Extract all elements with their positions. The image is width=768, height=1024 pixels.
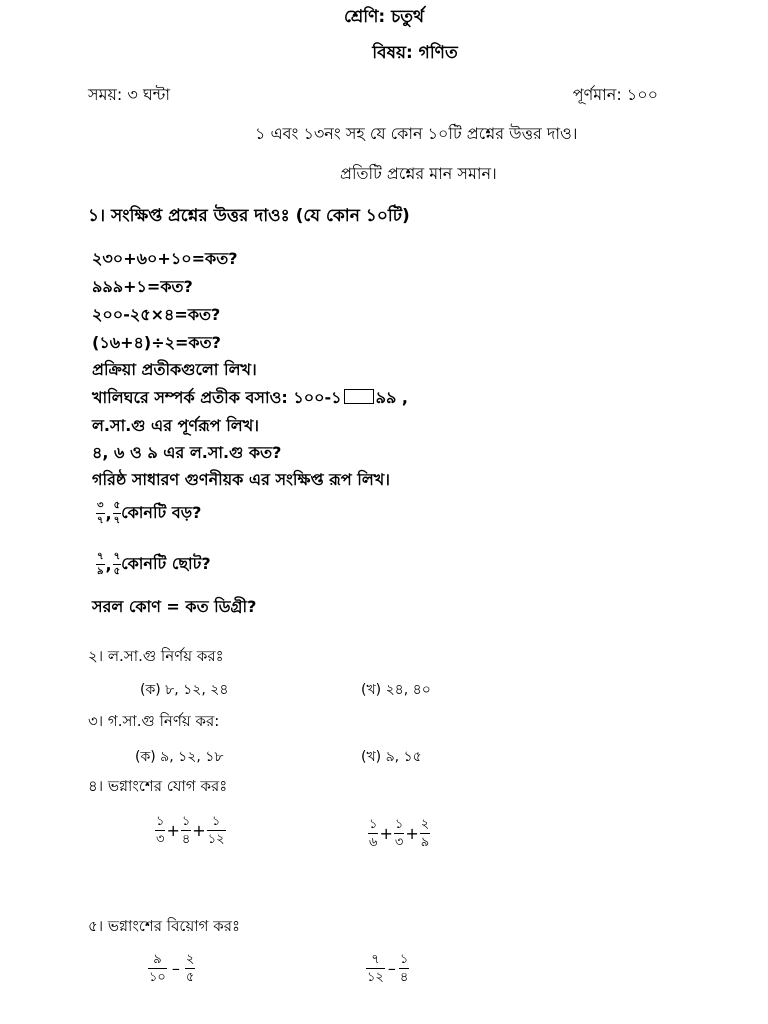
q5-expression-b: $\frac{৭}{১২}$ – $\frac{১}{৪}$ [367, 952, 409, 985]
fraction: $\frac{২}{৫}$ [185, 952, 195, 985]
q1-item-3: ২০০-২৫×৪=কত? [92, 305, 221, 324]
fraction: $\frac{১}{৪}$ [181, 814, 191, 847]
full-marks-label: পূর্ণমান: ১০০ [572, 85, 658, 104]
instruction-line-2: প্রতিটি প্রশ্নের মান সমান। [340, 164, 497, 183]
time-label: সময়: ৩ ঘন্টা [88, 85, 170, 104]
q5-title: ৫। ভগ্নাংশের বিয়োগ করঃ [88, 917, 240, 935]
q3-title: ৩। গ.সা.গু নির্ণয় কর: [88, 712, 220, 730]
q3-part-a: (ক) ৯, ১২, ১৮ [135, 749, 224, 765]
q2-part-b: (খ) ২৪, ৪০ [361, 682, 431, 698]
fraction: $\frac{৭}{৫}$ [113, 551, 121, 577]
fraction: $\frac{৯}{১০}$ [149, 952, 166, 985]
q1-item-7: ল.সা.গু এর পূর্ণরূপ লিখ। [92, 416, 259, 435]
fraction: $\frac{১}{৩}$ [156, 814, 165, 847]
q1-item-2: ৯৯৯+১=কত? [92, 277, 193, 296]
q1-item-4: (১৬+৪)÷২=কত? [92, 333, 221, 352]
fraction: $\frac{১}{১২}$ [207, 814, 225, 847]
q4-title: ৪। ভগ্নাংশের যোগ করঃ [88, 777, 228, 795]
fraction: $\frac{১}{৬}$ [369, 817, 378, 850]
fraction: $\frac{৭}{৯}$ [97, 551, 104, 577]
q2-title: ২। ল.সা.গু নির্ণয় করঃ [88, 647, 224, 665]
q4-expression-a: $\frac{১}{৩}$ + $\frac{১}{৪}$ + $\frac{১}{১২}$ [156, 814, 225, 847]
q1-item-9: গরিষ্ঠ সাধারণ গুণনীয়ক এর সংক্ষিপ্ত রূপ লিখ। [92, 470, 390, 489]
q1-box-prefix: খালিঘরে সম্পর্ক প্রতীক বসাও: ১০০-১ [92, 388, 342, 407]
fraction: $\frac{৫}{৭}$ [113, 500, 121, 526]
q1-item-1: ২৩০+৬০+১০=কত? [92, 249, 238, 268]
instruction-line-1: ১ এবং ১৩নং সহ যে কোন ১০টি প্রশ্নের উত্তর দাও। [255, 124, 578, 143]
q1-item-5: প্রক্রিয়া প্রতীকগুলো লিখ। [92, 360, 257, 379]
q1-title: ১। সংক্ষিপ্ত প্রশ্নের উত্তর দাওঃ (যে কোন ১০টি) [88, 206, 410, 226]
blank-box [344, 389, 374, 404]
fraction: $\frac{৭}{১২}$ [367, 952, 384, 985]
fraction: $\frac{১}{৪}$ [399, 952, 409, 985]
q4-expression-b: $\frac{১}{৬}$ + $\frac{১}{৩}$ + $\frac{২}{৯}$ [369, 817, 430, 850]
fraction: $\frac{১}{৩}$ [394, 817, 404, 850]
q3-part-b: (খ) ৯, ১৫ [361, 749, 422, 765]
q1-box-suffix: ৯৯ , [375, 388, 408, 407]
fraction: $\frac{২}{৯}$ [420, 817, 430, 850]
class-line: শ্রেণি: চতুর্থ [343, 7, 425, 27]
q5-expression-a: $\frac{৯}{১০}$ – $\frac{২}{৫}$ [149, 952, 195, 985]
q2-part-a: (ক) ৮, ১২, ২৪ [140, 682, 229, 698]
fraction: $\frac{৩}{৭}$ [97, 500, 104, 526]
q1-item-6 [92, 385, 408, 412]
subject-line: বিষয়: গণিত [372, 43, 458, 63]
q1-item-8: ৪, ৬ ও ৯ এর ল.সা.গু কত? [92, 443, 282, 462]
q1-item-10: $\frac{৩}{৭}$ , $\frac{৫}{৭}$ কোনটি বড়? [97, 500, 202, 526]
q1-item-11: $\frac{৭}{৯}$ , $\frac{৭}{৫}$ কোনটি ছোট? [97, 551, 211, 577]
q1-item-12: সরল কোণ = কত ডিগ্রী? [92, 597, 257, 616]
